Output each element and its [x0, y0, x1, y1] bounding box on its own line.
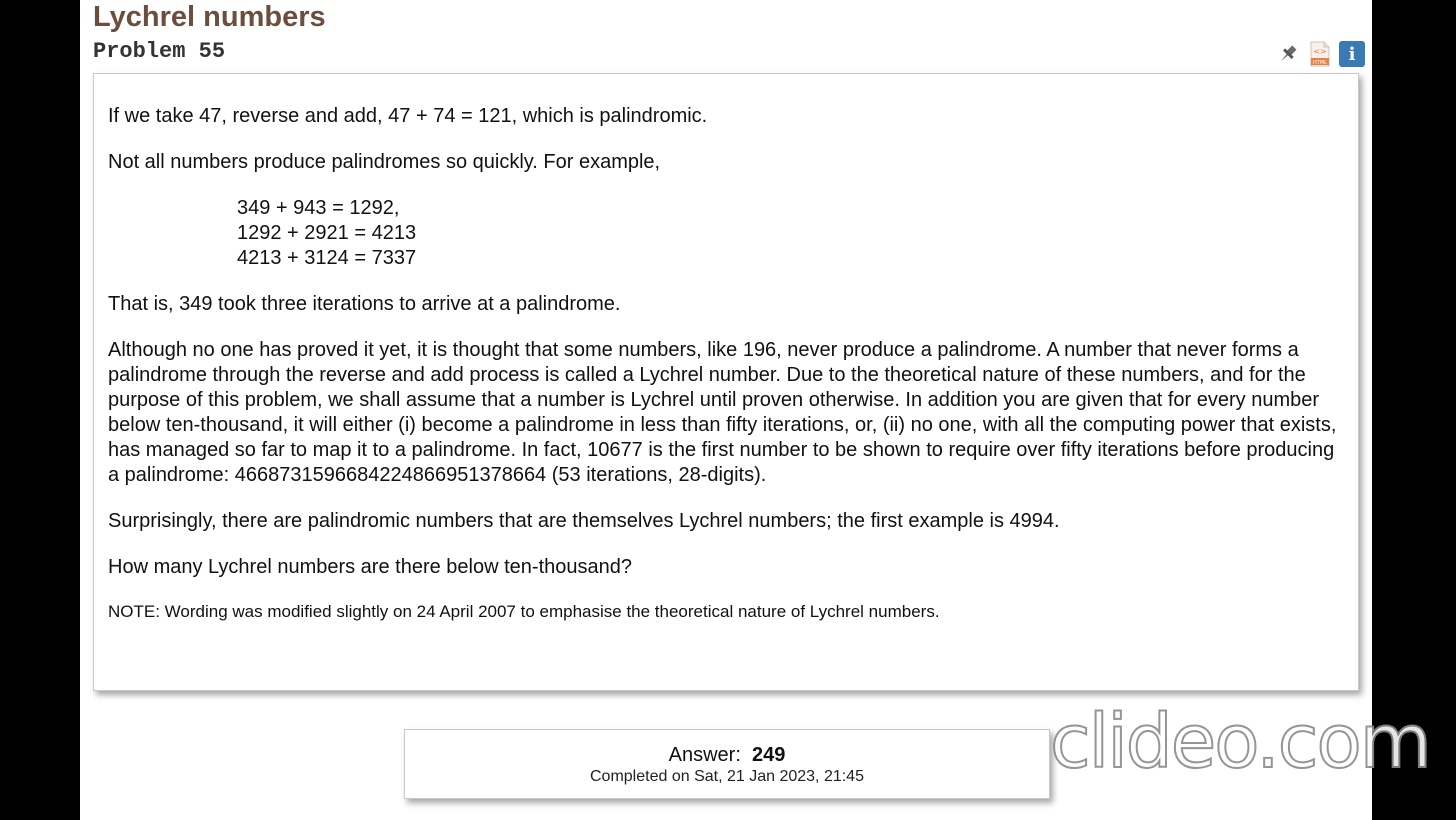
answer-label: Answer: — [668, 744, 741, 766]
problem-content — [93, 73, 1359, 691]
equation-line: 1292 + 2921 = 4213 — [237, 222, 417, 244]
paragraph-question: How many Lychrel numbers are there below ten-thousand? — [108, 556, 632, 578]
equation-line: 4213 + 3124 = 7337 — [237, 247, 417, 269]
watermark-logo: clideo.com — [1050, 699, 1430, 785]
equation-line: 349 + 943 = 1292, — [237, 197, 400, 219]
html-icon[interactable] — [1307, 41, 1333, 67]
paragraph-iterations: That is, 349 took three iterations to arrive at a palindrome. — [108, 293, 621, 315]
answer-box — [404, 729, 1050, 799]
svg-text:HTML: HTML — [1313, 60, 1327, 66]
paragraph-example-lead: Not all numbers produce palindromes so quickly. For example, — [108, 151, 661, 173]
svg-text:<>: <> — [1313, 47, 1327, 56]
problem-toolbar — [1275, 41, 1365, 67]
page-title: Lychrel numbers — [93, 1, 326, 33]
answer-line — [405, 743, 1049, 767]
problem-page — [80, 0, 1372, 820]
pin-icon[interactable] — [1275, 41, 1301, 67]
info-icon[interactable] — [1339, 41, 1365, 67]
problem-number: Problem 55 — [93, 39, 226, 64]
info-icon-glyph: i — [1339, 41, 1365, 67]
note-text: NOTE: Wording was modified slightly on 24 April 2007 to emphasise the theoretical nature of Lychrel numbers. — [108, 602, 940, 621]
answer-value: 249 — [752, 744, 786, 766]
completed-date: Completed on Sat, 21 Jan 2023, 21:45 — [590, 768, 864, 785]
paragraph-lychrel-definition: Although no one has proved it yet, it is thought that some numbers, like 196, never produce a palindrome. A number that never forms a palindrome through the reverse and add process is called a Lychrel number. Due to the theoretical nature of these numbers, and for the purpose of this problem, we shall assume that a number is Lychrel until proven otherwise. In addition you are given that for every number below ten-thousand, it will either (i) become a palindrome in less than fifty iterations, or, (ii) no one, with all the computing power that exists, has managed so far to map it to a palindrome. In fact, 10677 is the first number to be shown to require over fifty iterations before producing a palindrome: 4668731596684224866951378664 (53 iterations, 28-digits). — [108, 339, 1337, 486]
paragraph-intro: If we take 47, reverse and add, 47 + 74 = 121, which is palindromic. — [108, 105, 708, 127]
paragraph-palindromic-lychrel: Surprisingly, there are palindromic numbers that are themselves Lychrel numbers; the first example is 4994. — [108, 510, 1060, 532]
equations-block — [237, 196, 1344, 271]
